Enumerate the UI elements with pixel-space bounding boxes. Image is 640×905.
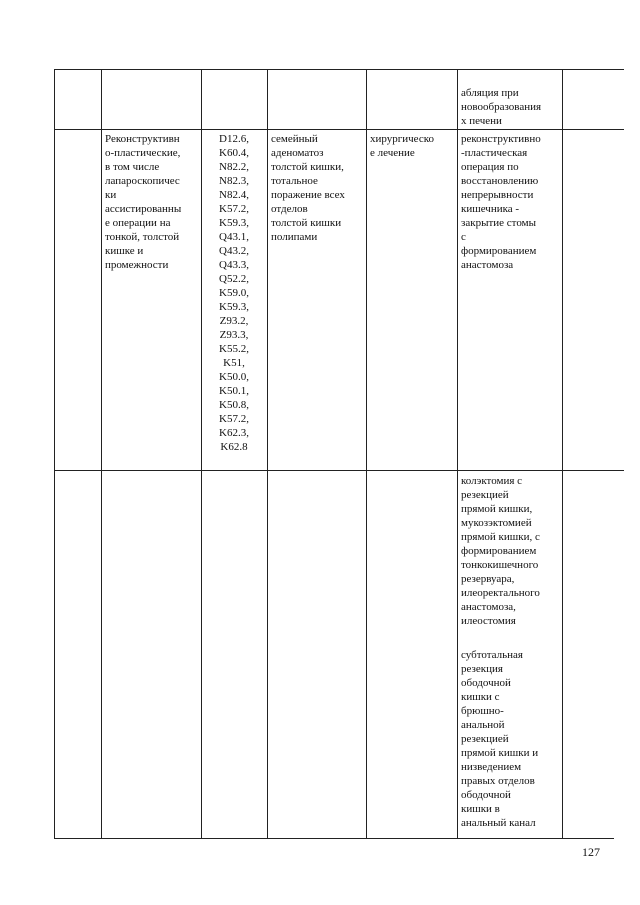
row-divider-1 [54,129,624,130]
col-line-2 [201,69,202,839]
cell-row3-method-a: колэктомия с резекцией прямой кишки, мукозэктомией прямой кишки, с формированием тонкокишечного резервуара, илеоректального анастомоза, илеостомия [461,475,540,627]
cell-row2-group: Реконструктивн о-пластические, в том числе лапароскопичес ки ассистированны е операции на тонкой, толстой кишке и промежности [105,133,182,271]
table-border-top [54,69,624,70]
col-line-0 [54,69,55,839]
cell-row2-codes: D12.6, K60.4, N82.2, N82.3, N82.4, K57.2, K59.3, Q43.1, Q43.2, Q43.3, Q52.2, K59.0, K59.3, Z93.2, Z93.3, K55.2, K51, K50.0, K50.1, K50.8, K57.2, K62.3, K62.8 [219,133,249,453]
col-line-5 [457,69,458,839]
row-divider-2 [54,470,624,471]
cell-row2-disease: семейный аденоматоз толстой кишки, тотальное поражение всех отделов толстой кишки полипами [271,133,345,243]
col-line-3 [267,69,268,839]
cell-row1-method: абляция при новообразования х печени [461,87,542,127]
col-line-6 [562,69,563,839]
table-border-bottom [54,838,614,839]
cell-row3-method-b: субтотальная резекция ободочной кишки с брюшно- анальной резекцией прямой кишки и низведением правых отделов ободочной кишки в анальный канал [461,649,539,829]
cell-row2-method: реконструктивно -пластическая операция по восстановлению непрерывности кишечника - закрытие стомы с формированием анастомоза [461,133,541,271]
col-line-4 [366,69,367,839]
page-number: 127 [582,845,600,859]
cell-row2-treatment: хирургическо е лечение [370,133,434,159]
col-line-1 [101,69,102,839]
